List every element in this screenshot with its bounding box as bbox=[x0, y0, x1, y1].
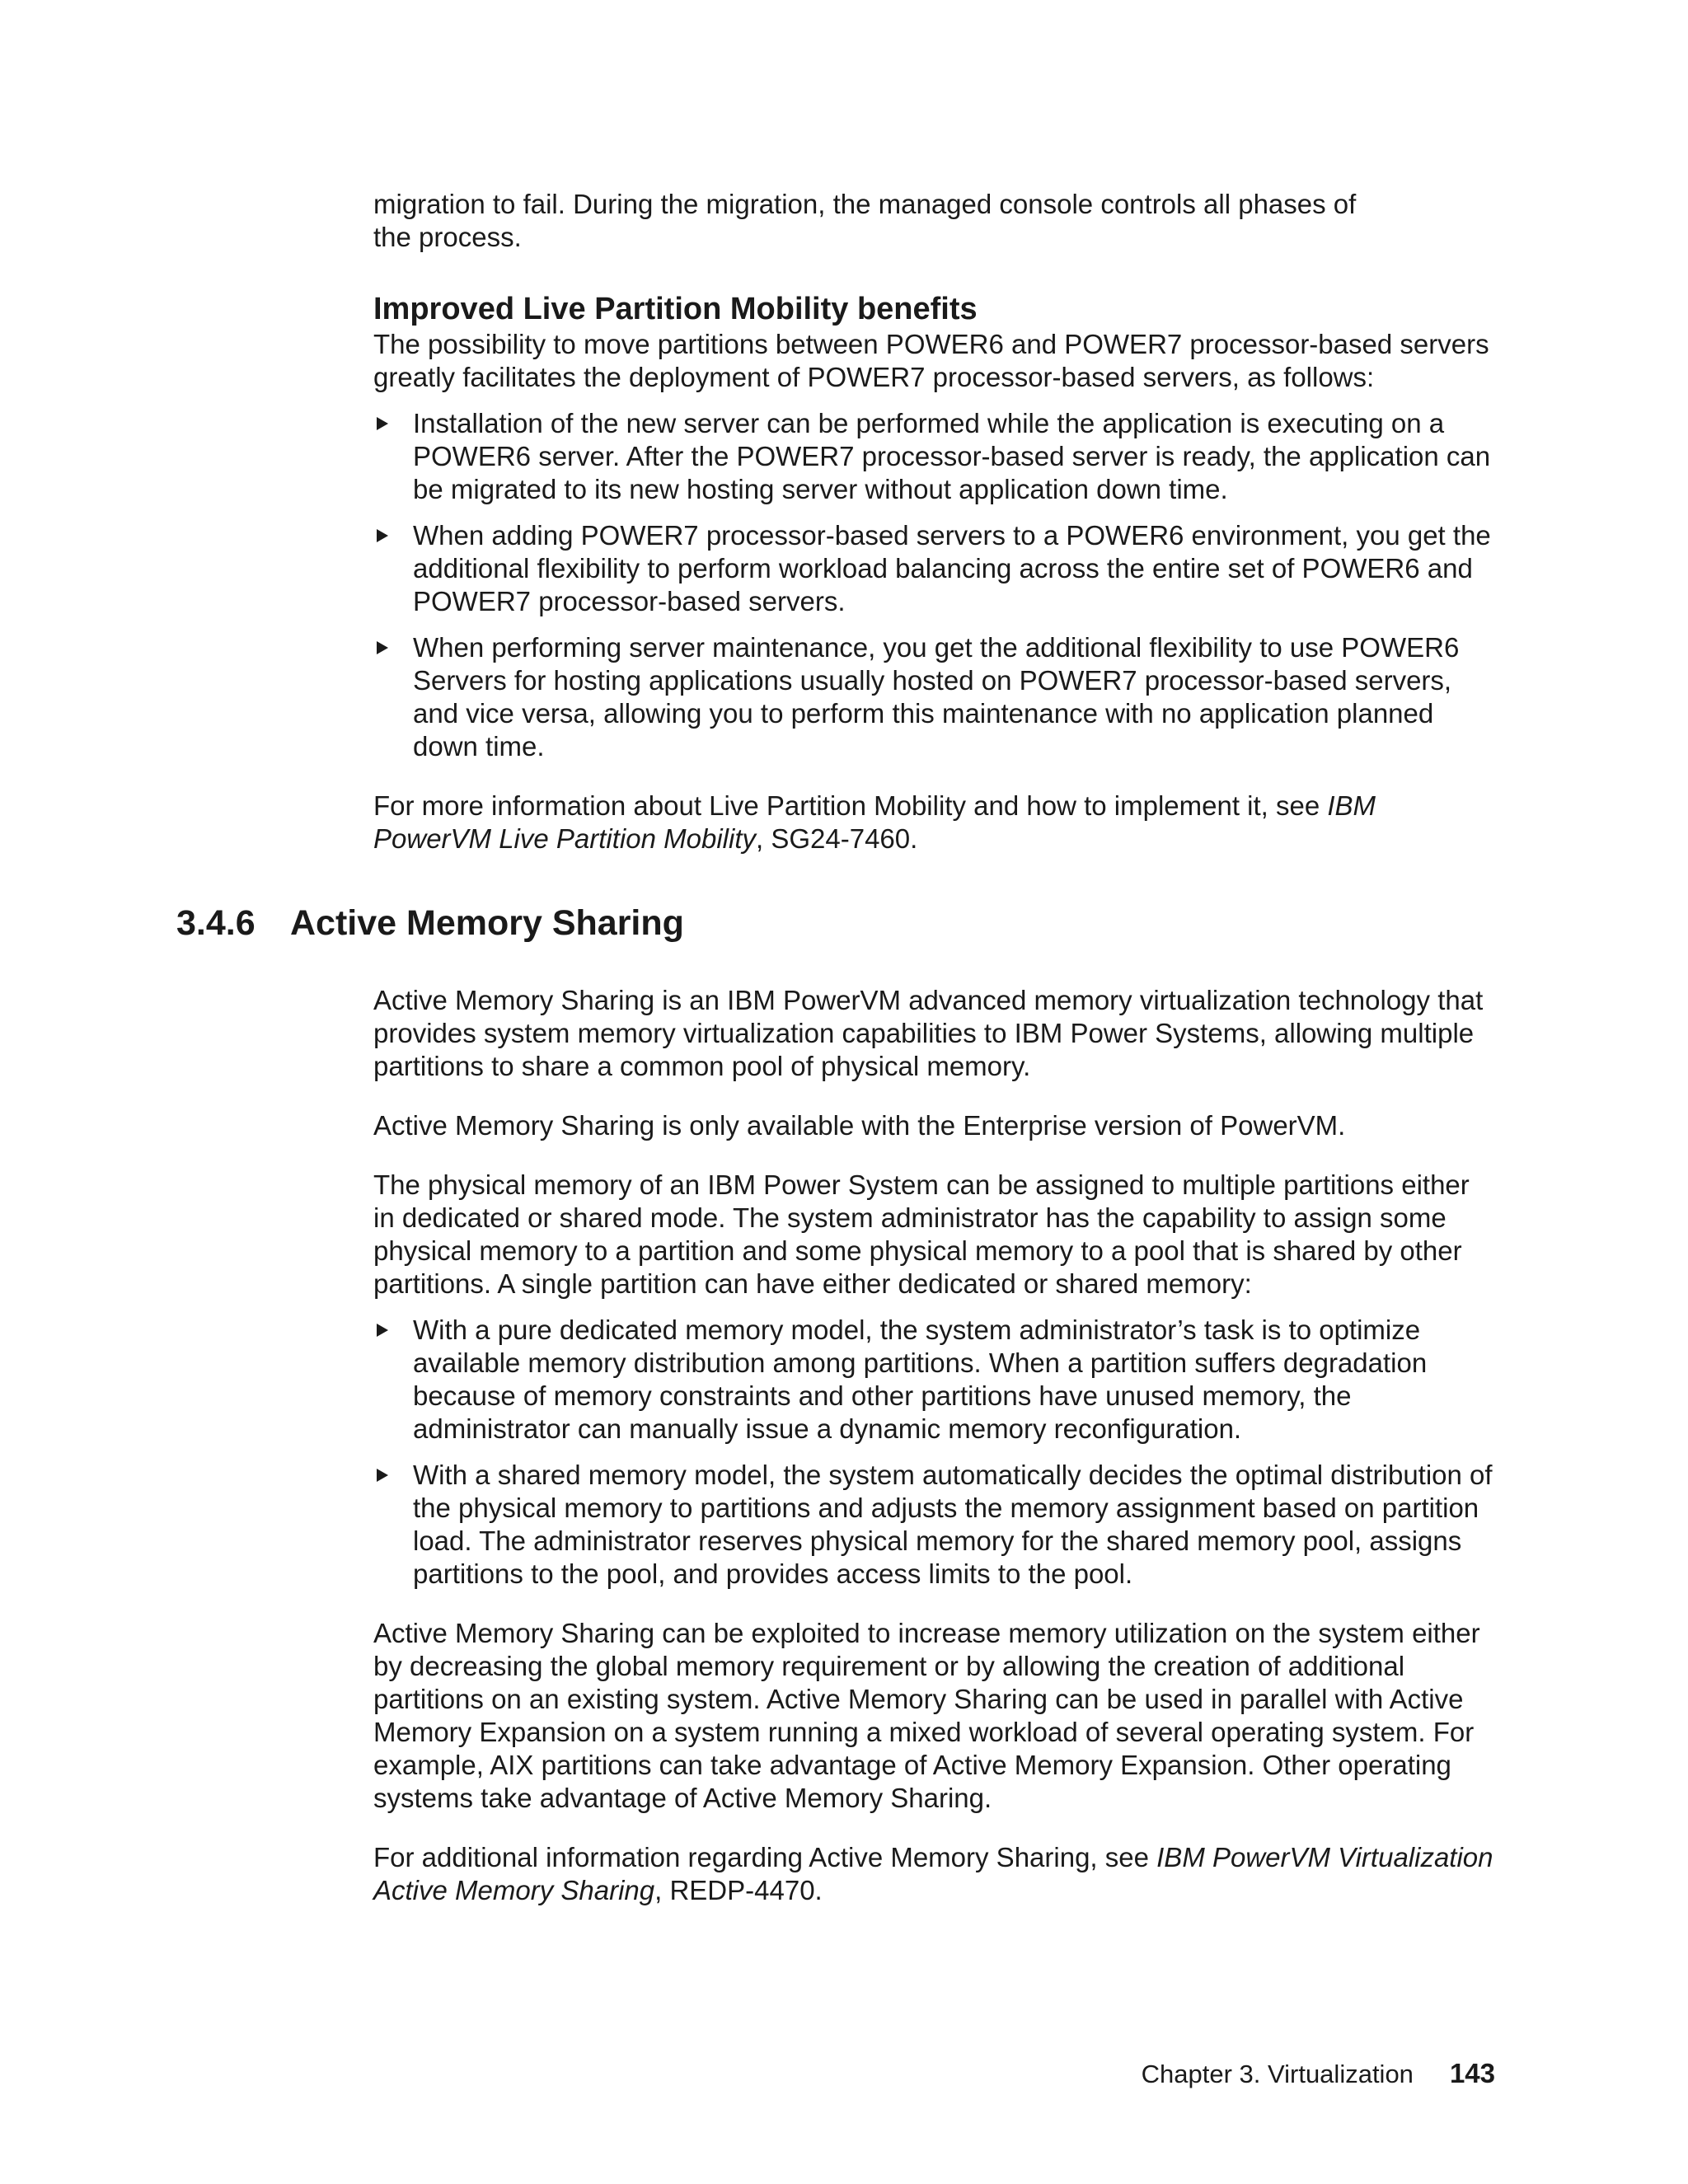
ams-section-body bbox=[373, 984, 1496, 1907]
bullet-arrow-icon bbox=[377, 1469, 388, 1482]
bullet-arrow-icon bbox=[377, 529, 388, 542]
list-item bbox=[373, 1314, 1496, 1446]
ams-paragraph-1: Active Memory Sharing is an IBM PowerVM advanced memory virtualization technology that provides system memory virtualization capabilities to IBM Power Systems, allowing multiple partitions to share a common pool of physical memory. bbox=[373, 985, 1484, 1081]
lpm-benefits-section bbox=[373, 290, 1496, 855]
list-item bbox=[373, 519, 1496, 618]
list-item bbox=[373, 631, 1496, 763]
ams-memory-model-list bbox=[373, 1314, 1496, 1591]
list-item-text: When adding POWER7 processor-based servers to a POWER6 environment, you get the additional flexibility to perform workload balancing across the entire set of POWER6 and POWER7 processor-based servers. bbox=[413, 520, 1491, 616]
section-title: Active Memory Sharing bbox=[290, 903, 684, 943]
bullet-arrow-icon bbox=[377, 641, 388, 654]
list-item bbox=[373, 407, 1496, 506]
ams-reference-title: IBM PowerVM Virtualization Active Memory Sharing bbox=[373, 1842, 1493, 1905]
list-item bbox=[373, 1459, 1496, 1591]
lpm-more-info-prefix: For more information about Live Partition Mobility and how to implement it, see bbox=[373, 790, 1328, 821]
ams-paragraph-4: Active Memory Sharing can be exploited to increase memory utilization on the system either by decreasing the global memory requirement or by allowing the creation of additional partitions on an existing system. Active Memory Sharing can be used in parallel with Active Memory Expansion on a system running a mixed workload of several operating system. For example, AIX partitions can take advantage of Active Memory Expansion. Other operating systems take advantage of Active Memory Sharing. bbox=[373, 1618, 1480, 1813]
lpm-more-info bbox=[373, 790, 1395, 855]
footer-chapter: Chapter 3. Virtualization bbox=[1141, 2060, 1414, 2088]
list-item-text: When performing server maintenance, you get the additional flexibility to use POWER6 Servers for hosting applications usually hosted on POWER7 processor-based servers, and vice versa, allowing you to perform this maintenance with no application planned down time. bbox=[413, 632, 1460, 762]
ams-paragraph-2: Active Memory Sharing is only available with the Enterprise version of PowerVM. bbox=[373, 1110, 1346, 1141]
page-footer bbox=[1142, 2057, 1495, 2091]
ams-reference-id: , REDP-4470. bbox=[654, 1875, 823, 1905]
section-number: 3.4.6 bbox=[176, 903, 256, 943]
lpm-benefits-intro: The possibility to move partitions between POWER6 and POWER7 processor-based servers greatly facilitates the deployment of POWER7 processor-based servers, as follows: bbox=[373, 329, 1489, 392]
ams-more-info bbox=[373, 1841, 1496, 1907]
list-item-text: With a pure dedicated memory model, the system administrator’s task is to optimize available memory distribution among partitions. When a partition suffers degradation because of memory constraints and other partitions have unused memory, the administrator can manually issue a dynamic memory reconfiguration. bbox=[413, 1315, 1428, 1444]
ams-more-info-prefix: For additional information regarding Active Memory Sharing, see bbox=[373, 1842, 1157, 1872]
bullet-arrow-icon bbox=[377, 1324, 388, 1337]
lpm-reference-title: IBM PowerVM Live Partition Mobility bbox=[373, 790, 1376, 854]
page-number: 143 bbox=[1449, 2058, 1495, 2088]
list-item-text: With a shared memory model, the system automatically decides the optimal distribution of the physical memory to partitions and adjusts the memory assignment based on partition load. The administrator reserves physical memory for the shared memory pool, assigns partitions to the pool, and provides access limits to the pool. bbox=[413, 1460, 1493, 1589]
lpm-benefits-list bbox=[373, 407, 1496, 763]
intro-paragraph: migration to fail. During the migration, the managed console controls all phases of the process. bbox=[373, 189, 1357, 252]
intro-block bbox=[373, 188, 1496, 254]
bullet-arrow-icon bbox=[377, 417, 388, 430]
lpm-benefits-heading: Improved Live Partition Mobility benefits bbox=[373, 292, 978, 326]
list-item-text: Installation of the new server can be performed while the application is executing on a POWER6 server. After the POWER7 processor-based server is ready, the application can be migrated to its new hosting server without application down time. bbox=[413, 408, 1491, 504]
ams-paragraph-3: The physical memory of an IBM Power System can be assigned to multiple partitions either in dedicated or shared mode. The system administrator has the capability to assign some physical memory to a partition and some physical memory to a pool that is shared by other partitions. A single partition can have either dedicated or shared memory: bbox=[373, 1169, 1470, 1299]
section-heading bbox=[176, 902, 684, 944]
lpm-reference-id: , SG24-7460. bbox=[756, 823, 918, 854]
